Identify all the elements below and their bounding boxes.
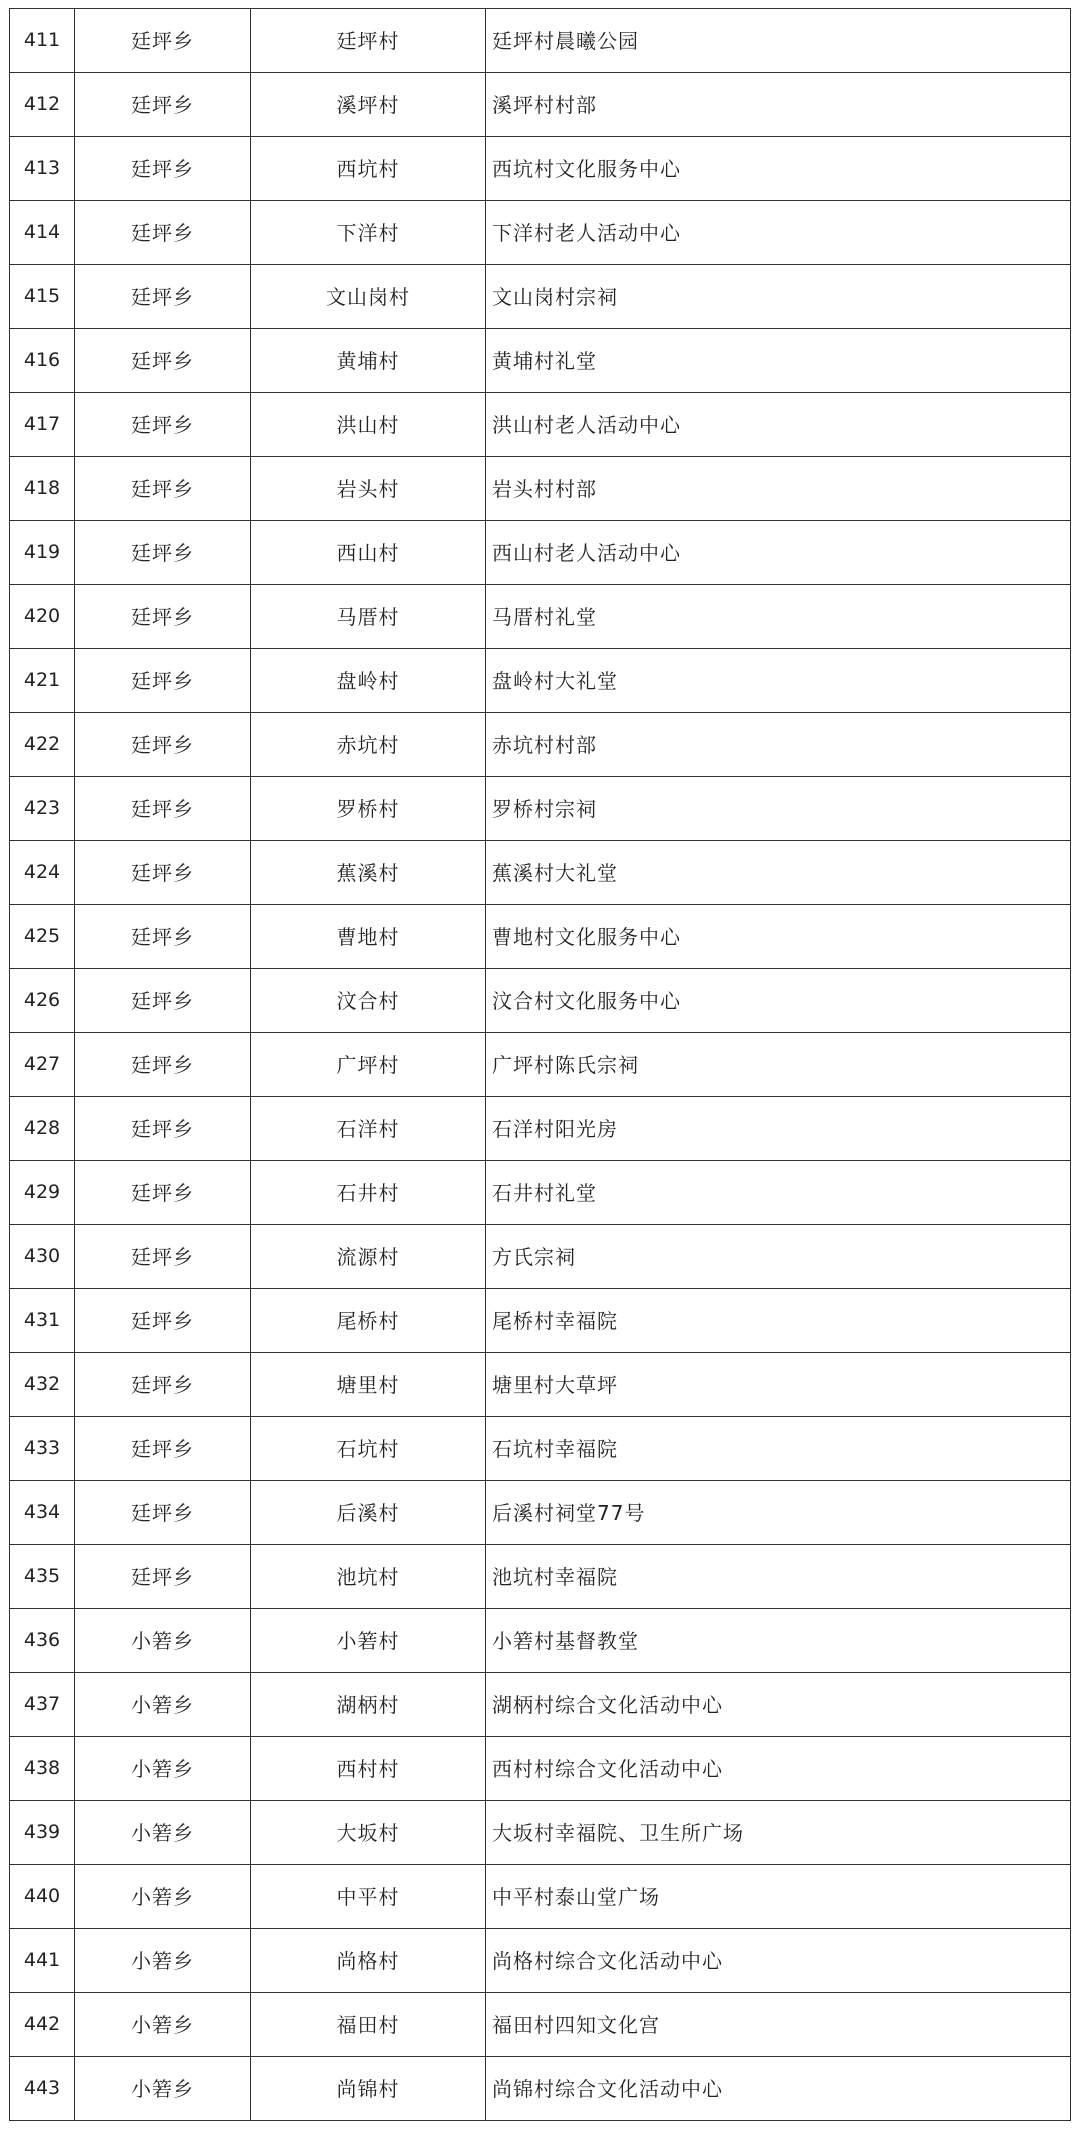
village-cell: 石坑村 — [251, 1417, 486, 1481]
township-cell: 廷坪乡 — [75, 649, 251, 713]
row-number-cell: 428 — [10, 1097, 75, 1161]
table-row — [10, 841, 1071, 905]
township-cell: 小箬乡 — [75, 1993, 251, 2057]
row-number-cell: 411 — [10, 9, 75, 73]
township-cell: 廷坪乡 — [75, 713, 251, 777]
township-cell: 廷坪乡 — [75, 841, 251, 905]
township-cell: 小箬乡 — [75, 1673, 251, 1737]
venue-cell: 曹地村文化服务中心 — [486, 905, 1071, 969]
row-number-cell: 423 — [10, 777, 75, 841]
venue-cell: 廷坪村晨曦公园 — [486, 9, 1071, 73]
township-cell: 廷坪乡 — [75, 1033, 251, 1097]
township-cell: 廷坪乡 — [75, 9, 251, 73]
table-row — [10, 2057, 1071, 2121]
row-number-cell: 424 — [10, 841, 75, 905]
row-number-cell: 418 — [10, 457, 75, 521]
table-row — [10, 1737, 1071, 1801]
village-cell: 盘岭村 — [251, 649, 486, 713]
village-cell: 石洋村 — [251, 1097, 486, 1161]
row-number-cell: 435 — [10, 1545, 75, 1609]
row-number-cell: 432 — [10, 1353, 75, 1417]
row-number-cell: 438 — [10, 1737, 75, 1801]
venue-cell: 岩头村村部 — [486, 457, 1071, 521]
venue-cell: 文山岗村宗祠 — [486, 265, 1071, 329]
venue-cell: 大坂村幸福院、卫生所广场 — [486, 1801, 1071, 1865]
venue-cell: 福田村四知文化宫 — [486, 1993, 1071, 2057]
row-number-cell: 415 — [10, 265, 75, 329]
table-row — [10, 1481, 1071, 1545]
village-cell: 赤坑村 — [251, 713, 486, 777]
row-number-cell: 443 — [10, 2057, 75, 2121]
township-cell: 廷坪乡 — [75, 265, 251, 329]
venue-cell: 广坪村陈氏宗祠 — [486, 1033, 1071, 1097]
township-cell: 廷坪乡 — [75, 1225, 251, 1289]
row-number-cell: 426 — [10, 969, 75, 1033]
village-cell: 小箬村 — [251, 1609, 486, 1673]
row-number-cell: 414 — [10, 201, 75, 265]
row-number-cell: 436 — [10, 1609, 75, 1673]
venue-cell: 尚锦村综合文化活动中心 — [486, 2057, 1071, 2121]
village-cell: 罗桥村 — [251, 777, 486, 841]
township-cell: 廷坪乡 — [75, 1161, 251, 1225]
table-row — [10, 1929, 1071, 1993]
table-row — [10, 1865, 1071, 1929]
table-row — [10, 73, 1071, 137]
village-cell: 下洋村 — [251, 201, 486, 265]
township-cell: 廷坪乡 — [75, 393, 251, 457]
village-cell: 福田村 — [251, 1993, 486, 2057]
table-row — [10, 1225, 1071, 1289]
venue-table-body — [10, 9, 1071, 2121]
village-cell: 流源村 — [251, 1225, 486, 1289]
venue-cell: 溪坪村村部 — [486, 73, 1071, 137]
table-row — [10, 137, 1071, 201]
township-cell: 廷坪乡 — [75, 969, 251, 1033]
venue-cell: 尚格村综合文化活动中心 — [486, 1929, 1071, 1993]
row-number-cell: 420 — [10, 585, 75, 649]
row-number-cell: 441 — [10, 1929, 75, 1993]
row-number-cell: 439 — [10, 1801, 75, 1865]
village-cell: 文山岗村 — [251, 265, 486, 329]
row-number-cell: 437 — [10, 1673, 75, 1737]
township-cell: 廷坪乡 — [75, 777, 251, 841]
row-number-cell: 421 — [10, 649, 75, 713]
village-cell: 廷坪村 — [251, 9, 486, 73]
township-cell: 小箬乡 — [75, 1865, 251, 1929]
venue-cell: 方氏宗祠 — [486, 1225, 1071, 1289]
village-cell: 广坪村 — [251, 1033, 486, 1097]
village-cell: 池坑村 — [251, 1545, 486, 1609]
township-cell: 廷坪乡 — [75, 457, 251, 521]
table-row — [10, 1673, 1071, 1737]
village-cell: 溪坪村 — [251, 73, 486, 137]
village-cell: 石井村 — [251, 1161, 486, 1225]
village-cell: 蕉溪村 — [251, 841, 486, 905]
venue-cell: 蕉溪村大礼堂 — [486, 841, 1071, 905]
table-row — [10, 713, 1071, 777]
township-cell: 廷坪乡 — [75, 201, 251, 265]
village-cell: 尚格村 — [251, 1929, 486, 1993]
row-number-cell: 422 — [10, 713, 75, 777]
venue-cell: 西坑村文化服务中心 — [486, 137, 1071, 201]
row-number-cell: 427 — [10, 1033, 75, 1097]
township-cell: 廷坪乡 — [75, 521, 251, 585]
venue-cell: 小箬村基督教堂 — [486, 1609, 1071, 1673]
venue-cell: 中平村泰山堂广场 — [486, 1865, 1071, 1929]
venue-cell: 汶合村文化服务中心 — [486, 969, 1071, 1033]
township-cell: 廷坪乡 — [75, 905, 251, 969]
row-number-cell: 413 — [10, 137, 75, 201]
venue-cell: 后溪村祠堂77号 — [486, 1481, 1071, 1545]
venue-cell: 湖柄村综合文化活动中心 — [486, 1673, 1071, 1737]
venue-cell: 西山村老人活动中心 — [486, 521, 1071, 585]
village-cell: 西村村 — [251, 1737, 486, 1801]
row-number-cell: 412 — [10, 73, 75, 137]
venue-cell: 洪山村老人活动中心 — [486, 393, 1071, 457]
township-cell: 廷坪乡 — [75, 329, 251, 393]
township-cell: 小箬乡 — [75, 1737, 251, 1801]
row-number-cell: 440 — [10, 1865, 75, 1929]
township-cell: 廷坪乡 — [75, 585, 251, 649]
row-number-cell: 434 — [10, 1481, 75, 1545]
table-row — [10, 521, 1071, 585]
table-row — [10, 1993, 1071, 2057]
village-cell: 中平村 — [251, 1865, 486, 1929]
row-number-cell: 431 — [10, 1289, 75, 1353]
venue-cell: 下洋村老人活动中心 — [486, 201, 1071, 265]
village-cell: 西山村 — [251, 521, 486, 585]
township-cell: 小箬乡 — [75, 1929, 251, 1993]
venue-table — [9, 8, 1071, 2121]
village-cell: 岩头村 — [251, 457, 486, 521]
venue-cell: 西村村综合文化活动中心 — [486, 1737, 1071, 1801]
village-cell: 后溪村 — [251, 1481, 486, 1545]
township-cell: 小箬乡 — [75, 1801, 251, 1865]
venue-cell: 石井村礼堂 — [486, 1161, 1071, 1225]
table-row — [10, 1289, 1071, 1353]
village-cell: 黄埔村 — [251, 329, 486, 393]
table-row — [10, 1161, 1071, 1225]
township-cell: 廷坪乡 — [75, 73, 251, 137]
venue-cell: 盘岭村大礼堂 — [486, 649, 1071, 713]
venue-cell: 石坑村幸福院 — [486, 1417, 1071, 1481]
township-cell: 廷坪乡 — [75, 1481, 251, 1545]
venue-cell: 黄埔村礼堂 — [486, 329, 1071, 393]
table-row — [10, 905, 1071, 969]
township-cell: 廷坪乡 — [75, 1417, 251, 1481]
table-row — [10, 1801, 1071, 1865]
township-cell: 小箬乡 — [75, 2057, 251, 2121]
table-row — [10, 1097, 1071, 1161]
village-cell: 湖柄村 — [251, 1673, 486, 1737]
row-number-cell: 417 — [10, 393, 75, 457]
table-row — [10, 1545, 1071, 1609]
village-cell: 尾桥村 — [251, 1289, 486, 1353]
village-cell: 西坑村 — [251, 137, 486, 201]
venue-cell: 马厝村礼堂 — [486, 585, 1071, 649]
village-cell: 洪山村 — [251, 393, 486, 457]
township-cell: 廷坪乡 — [75, 1097, 251, 1161]
table-row — [10, 1033, 1071, 1097]
table-row — [10, 1417, 1071, 1481]
table-row — [10, 585, 1071, 649]
township-cell: 廷坪乡 — [75, 1353, 251, 1417]
table-row — [10, 393, 1071, 457]
village-cell: 汶合村 — [251, 969, 486, 1033]
table-row — [10, 777, 1071, 841]
village-cell: 大坂村 — [251, 1801, 486, 1865]
table-row — [10, 649, 1071, 713]
venue-cell: 池坑村幸福院 — [486, 1545, 1071, 1609]
village-cell: 塘里村 — [251, 1353, 486, 1417]
venue-table-container — [9, 8, 1071, 2121]
village-cell: 马厝村 — [251, 585, 486, 649]
township-cell: 廷坪乡 — [75, 1545, 251, 1609]
row-number-cell: 442 — [10, 1993, 75, 2057]
row-number-cell: 416 — [10, 329, 75, 393]
table-row — [10, 457, 1071, 521]
table-row — [10, 969, 1071, 1033]
village-cell: 尚锦村 — [251, 2057, 486, 2121]
venue-cell: 石洋村阳光房 — [486, 1097, 1071, 1161]
table-row — [10, 201, 1071, 265]
township-cell: 廷坪乡 — [75, 1289, 251, 1353]
table-row — [10, 265, 1071, 329]
row-number-cell: 425 — [10, 905, 75, 969]
table-row — [10, 1353, 1071, 1417]
row-number-cell: 430 — [10, 1225, 75, 1289]
table-row — [10, 1609, 1071, 1673]
row-number-cell: 433 — [10, 1417, 75, 1481]
table-row — [10, 329, 1071, 393]
venue-cell: 罗桥村宗祠 — [486, 777, 1071, 841]
venue-cell: 塘里村大草坪 — [486, 1353, 1071, 1417]
township-cell: 廷坪乡 — [75, 137, 251, 201]
row-number-cell: 419 — [10, 521, 75, 585]
table-row — [10, 9, 1071, 73]
village-cell: 曹地村 — [251, 905, 486, 969]
township-cell: 小箬乡 — [75, 1609, 251, 1673]
row-number-cell: 429 — [10, 1161, 75, 1225]
venue-cell: 尾桥村幸福院 — [486, 1289, 1071, 1353]
venue-cell: 赤坑村村部 — [486, 713, 1071, 777]
